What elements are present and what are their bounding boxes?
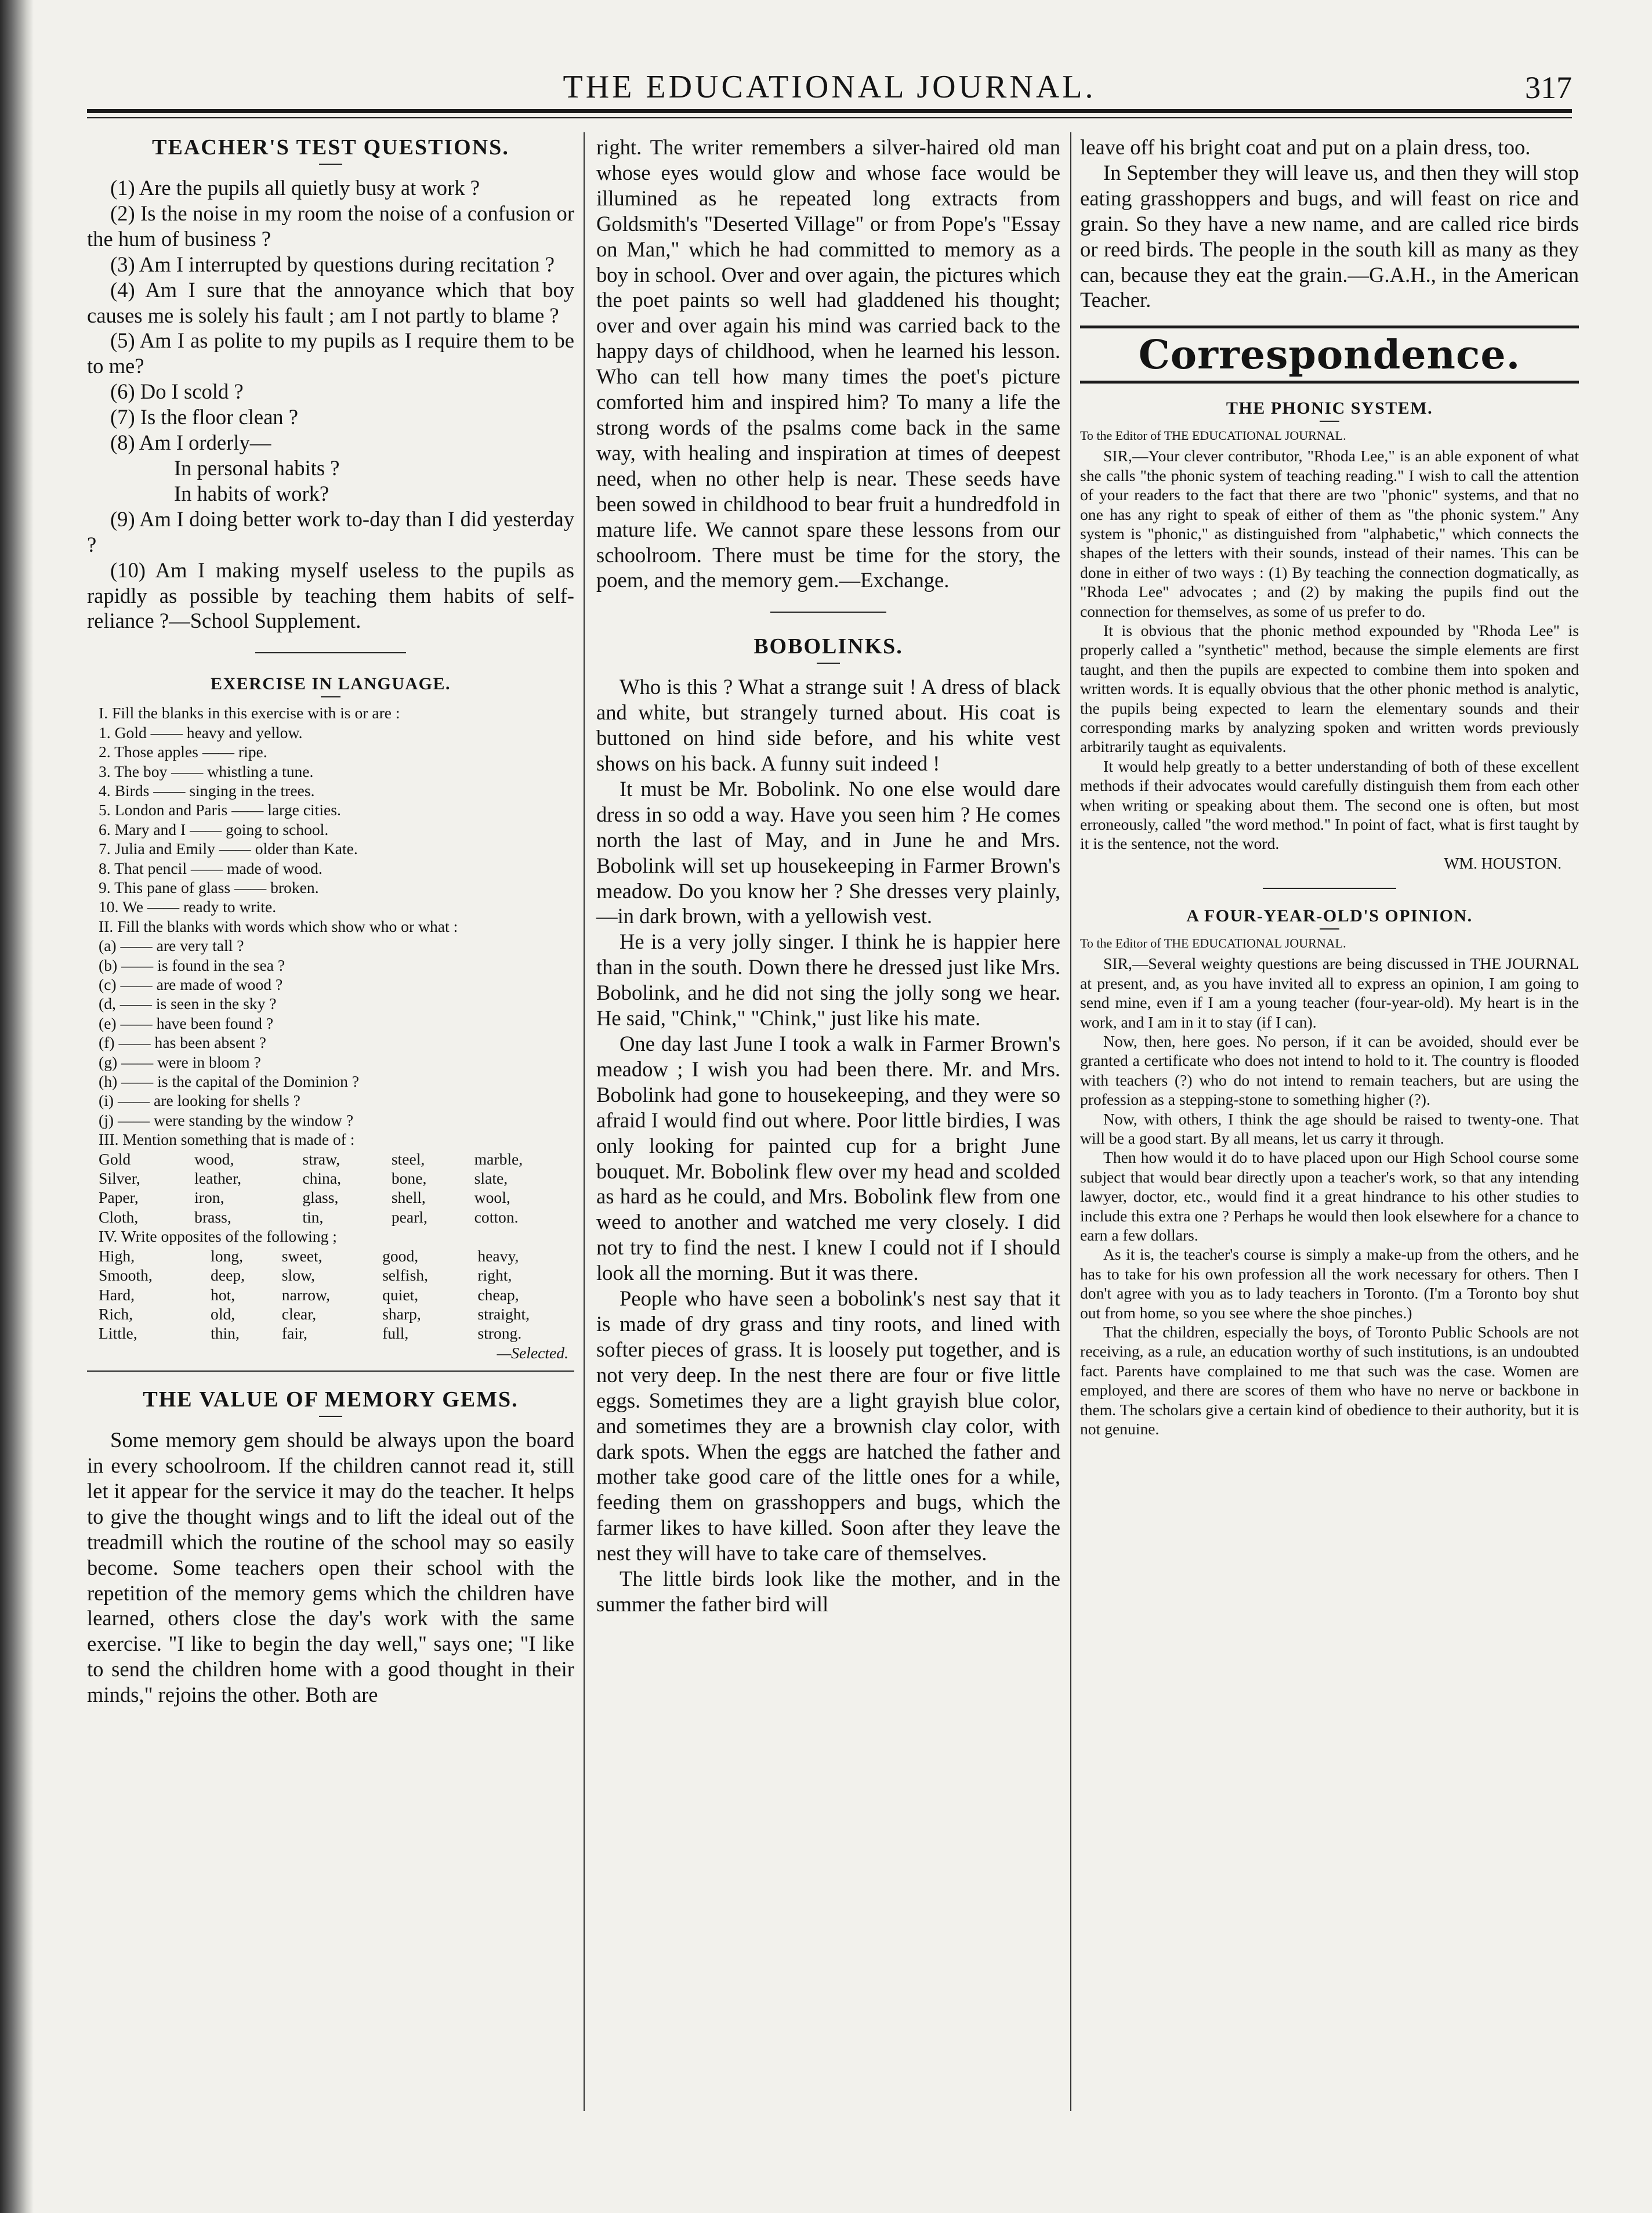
exercise-item: (b) —— is found in the sea ? — [99, 956, 285, 974]
exercise-heading: I. Fill the blanks in this exercise with is or are : — [99, 704, 400, 722]
banner-rule — [1080, 381, 1579, 384]
word-row — [99, 1265, 586, 1285]
question-item: (6) Do I scold ? — [110, 379, 244, 404]
word-cell: wood, — [194, 1149, 234, 1168]
column-divider — [1070, 132, 1071, 2111]
section-rule — [87, 1371, 574, 1372]
word-cell: right, — [477, 1266, 512, 1285]
page-number: 317 — [1525, 70, 1572, 105]
word-cell: Smooth, — [99, 1266, 153, 1285]
word-row — [99, 1207, 586, 1227]
exercise-item: (d, —— is seen in the sky ? — [99, 995, 277, 1013]
exercise-item: 10. We —— ready to write. — [99, 898, 277, 916]
question-item: (1) Are the pupils all quietly busy at work ? — [110, 176, 480, 200]
column-1 — [87, 135, 574, 1708]
word-cell: Little, — [99, 1324, 137, 1343]
author-signature: WM. HOUSTON. — [1444, 854, 1562, 872]
title-dash — [1320, 421, 1339, 422]
section-divider — [255, 652, 406, 653]
word-cell: selfish, — [382, 1266, 429, 1285]
exercise-item: 2. Those apples —— ripe. — [99, 743, 267, 761]
question-item: (2) Is the noise in my room the noise of a confusion or the hum of business ? — [87, 201, 574, 251]
article-credit: —Selected. — [497, 1343, 568, 1362]
article-title: THE PHONIC SYSTEM. — [1226, 399, 1433, 418]
word-row — [99, 1304, 586, 1324]
word-cell: cotton. — [474, 1207, 519, 1226]
page-binding-edge — [0, 0, 34, 2213]
article-paragraph: That the children, especially the boys, of Toronto Public Schools are not receiving, as a rule, an education worthy of such institutions, is an undoubted fact. Parents have complained to me that such was the case. Women are employed, and there are scores of them who have no nerve or backbone in them. The scholars give a certain kind of obedience to their authority, but it is not genuine. — [1080, 1323, 1579, 1438]
word-table — [99, 1246, 586, 1343]
word-row — [99, 1246, 586, 1265]
word-cell: leather, — [194, 1169, 241, 1188]
word-cell: thin, — [211, 1324, 240, 1343]
article-paragraph: It is obvious that the phonic method expounded by "Rhoda Lee" is properly called a "synthetic" method, because the simple elements are first taught, and then the pupils are expected to combine them into spoken and written words. It is equally obvious that the other phonic method is analytic, the pupils being expected to learn the elementary sounds and their corresponding marks by analyzing spoken and written words previously arbitrarily taught as equivalents. — [1080, 621, 1579, 756]
question-item: (7) Is the floor clean ? — [110, 405, 298, 429]
exercise-item: 8. That pencil —— made of wood. — [99, 859, 323, 877]
exercise-heading: III. Mention something that is made of : — [99, 1130, 355, 1149]
article-title: BOBOLINKS. — [753, 634, 903, 659]
word-cell: High, — [99, 1246, 135, 1265]
salutation-line: To the Editor of THE EDUCATIONAL JOURNAL. — [1080, 428, 1346, 443]
page-header — [87, 64, 1572, 110]
column-2 — [596, 135, 1060, 1617]
title-dash — [1320, 928, 1339, 930]
word-row — [99, 1149, 586, 1169]
article-paragraph: right. The writer remembers a silver-haired old man whose eyes would glow and whose face would be illumined as he repeated long extracts from Goldsmith's "Deserted Village" or from Pope's "Essay on Man," which he had committed to memory as a boy in school. Over and over again, the pictures which the poet paints so well had gladdened his thought; over and over again his mind was carried back to the happy days of childhood, when he learned his lesson. Who can tell how many times the poet's picture comforted him and inspired him? To many a life the strong words of the psalms come back in the same way, with healing and inspiration at times of deepest need, when no other help is near. These seeds have been sowed in childhood to bear fruit a hundredfold in mature life. We cannot spare these lessons from our schoolroom. There must be time for the story, the poem, and the memory gem.—Exchange. — [596, 135, 1060, 592]
word-cell: hot, — [211, 1285, 236, 1304]
exercise-item: 6. Mary and I —— going to school. — [99, 820, 329, 838]
question-item: (4) Am I sure that the annoyance which that boy causes me is solely his fault ; am I not partly to blame ? — [87, 277, 574, 327]
article-title: A FOUR-YEAR-OLD'S OPINION. — [1186, 906, 1473, 926]
word-cell: quiet, — [382, 1285, 419, 1304]
title-dash — [321, 696, 340, 697]
correspondence-banner — [1080, 326, 1579, 384]
question-subitem: In personal habits ? — [174, 455, 340, 480]
article-paragraph: Then how would it do to have placed upon our High School course some subject that would bear directly upon a teacher's work, so that any intending lawyer, doctor, etc., would find it a great hindrance to his other studies to include this extra one ? Perhaps he would then look elsewhere for a chance to earn a few dollars. — [1080, 1148, 1579, 1244]
exercise-heading: IV. Write opposites of the following ; — [99, 1227, 337, 1246]
word-cell: deep, — [211, 1266, 245, 1285]
exercise-list — [87, 723, 574, 917]
article-title: THE VALUE OF MEMORY GEMS. — [143, 1387, 519, 1412]
word-cell: bone, — [391, 1169, 427, 1188]
word-cell: Cloth, — [99, 1207, 139, 1226]
exercise-item: (h) —— is the capital of the Dominion ? — [99, 1072, 360, 1091]
article-paragraph: Some memory gem should be always upon the board in every schoolroom. If the children cannot read it, still let it appear for the service it may do the teacher. It helps to give the thought wings and to lift the ideal out of the treadmill which the routine of the school may so easily become. Some teachers open their school with the repetition of the memory gems which the children have learned, others close the day's work with the same exercise. "I like to begin the day well," says one; "I like to send the children home with a good thought in their minds," rejoins the other. Both are — [87, 1428, 574, 1707]
exercise-item: 3. The boy —— whistling a tune. — [99, 762, 314, 780]
title-dash — [319, 1416, 342, 1417]
word-cell: old, — [211, 1304, 236, 1323]
header-rule — [87, 109, 1572, 113]
column-divider — [584, 132, 585, 2111]
article-title: TEACHER'S TEST QUESTIONS. — [152, 135, 509, 160]
question-item: (9) Am I doing better work to-day than I did yesterday ? — [87, 507, 574, 556]
article-paragraph: It must be Mr. Bobolink. No one else would dare dress in so odd a way. Have you seen him ? He comes north the last of May, and in June he and Mrs. Bobolink will set up housekeeping in Farmer Brown's meadow. Do you know her ? She dresses very plainly,—in dark brown, with a yellowish vest. — [596, 776, 1060, 928]
article-paragraph: People who have seen a bobolink's nest say that it is made of dry grass and tiny roots, and lined with softer pieces of grass. It is loosely put together, and is not very deep. In the nest there are four or five little eggs. Sometimes they are a light grayish blue color, and sometimes they are a brownish clay color, with dark spots. When the eggs are hatched the father and mother take good care of the little ones for a while, feeding them on grasshoppers and bugs, which the farmer likes to have killed. Soon after they leave the nest they will have to take care of themselves. — [596, 1286, 1060, 1565]
word-cell: pearl, — [391, 1207, 428, 1226]
word-cell: brass, — [194, 1207, 231, 1226]
word-cell: iron, — [194, 1188, 224, 1207]
exercise-item: 5. London and Paris —— large cities. — [99, 801, 341, 819]
word-cell: good, — [382, 1246, 419, 1265]
header-rule-thin — [87, 117, 1572, 118]
word-cell: shell, — [391, 1188, 426, 1207]
article-paragraph: In September they will leave us, and then they will stop eating grasshoppers and bugs, and will feast on rice and grain. So they have a new name, and are called rice birds or reed birds. The people in the south kill as many as they can, because they eat the grain.—G.A.H., in the American Teacher. — [1080, 160, 1579, 312]
article-paragraph: Now, with others, I think the age should be raised to twenty-one. That will be a good start. By all means, let us carry it through. — [1080, 1109, 1579, 1147]
article-paragraph: leave off his bright coat and put on a plain dress, too. — [1080, 135, 1531, 159]
article-paragraph: It would help greatly to a better understanding of both of these excellent methods if their advocates would carefully distinguish them from each other when writing or speaking about them. The second one is often, but most erroneously, called "the word method." In point of fact, what is first taught by it is the sentence, not the word. — [1080, 757, 1579, 853]
question-item: (10) Am I making myself useless to the pupils as rapidly as possible by teaching them habits of self-reliance ?—School Supplement. — [87, 558, 574, 633]
exercise-item: 9. This pane of glass —— broken. — [99, 878, 319, 896]
word-cell: straight, — [477, 1304, 530, 1323]
word-cell: slate, — [474, 1169, 508, 1188]
section-divider — [1263, 888, 1396, 889]
article-paragraph: Now, then, here goes. No person, if it can be avoided, should ever be granted a certificate who does not intend to hold to it. The country is flooded with teachers (?) who do not intend to remain teachers, but are using the profession as a stepping-stone to something higher (?). — [1080, 1032, 1579, 1109]
exercise-item: (a) —— are very tall ? — [99, 936, 244, 955]
word-cell: Paper, — [99, 1188, 139, 1207]
word-cell: strong. — [477, 1324, 522, 1343]
exercise-item: (j) —— were standing by the window ? — [99, 1111, 354, 1129]
word-cell: glass, — [302, 1188, 339, 1207]
question-subitem: In habits of work? — [174, 481, 329, 505]
title-dash — [817, 663, 840, 664]
word-row — [99, 1324, 586, 1343]
article-paragraph: SIR,—Your clever contributor, "Rhoda Lee," is an able exponent of what she calls "the phonic system of teaching reading." I wish to call the attention of your readers to the fact that there are two "phonic" systems, and that no one has any right to speak of either of them as "the phonic system." Any system is "phonic," as distinguished from "alphabetic," which connects the shapes of the letters with their sounds, instead of their names. This can be done in either of two ways : (1) By teaching the connection dogmatically, as "Rhoda Lee" advocates ; and (2) by making the pupils find out the connection for themselves, as some of us prefer to do. — [1080, 447, 1579, 620]
banner-rule — [1080, 326, 1579, 328]
word-cell: Rich, — [99, 1304, 133, 1323]
word-cell: Gold — [99, 1149, 131, 1168]
exercise-heading: II. Fill the blanks with words which show who or what : — [99, 917, 458, 935]
word-cell: sweet, — [281, 1246, 323, 1265]
title-dash — [319, 164, 342, 165]
question-item: (3) Am I interrupted by questions during recitation ? — [110, 252, 555, 276]
word-cell: slow, — [281, 1266, 316, 1285]
exercise-item: 7. Julia and Emily —— older than Kate. — [99, 840, 358, 858]
question-item: (8) Am I orderly— — [110, 431, 271, 455]
word-row — [99, 1188, 586, 1207]
article-paragraph: One day last June I took a walk in Farmer Brown's meadow ; I wish you had been there. Mr. and Mrs. Bobolink had gone to housekeeping, and they were so afraid I would find out where. Poor little birdies, I was only looking for painted cup for a bright June bouquet. Mr. Bobolink flew over my head and scolded as hard as he could, and Mrs. Bobolink flew from one weed to another and watched me very closely. I did not try to find the nest. I knew I could not if I should look all the morning. But it was there. — [596, 1032, 1060, 1285]
word-cell: heavy, — [477, 1246, 519, 1265]
question-item: (5) Am I as polite to my pupils as I require them to be to me? — [87, 328, 574, 378]
exercise-list — [87, 936, 574, 1130]
word-cell: narrow, — [281, 1285, 331, 1304]
word-cell: full, — [382, 1324, 409, 1343]
article-paragraph: He is a very jolly singer. I think he is happier here than in the south. Down there he dressed just like Mrs. Bobolink, and he did not sing the jolly song we hear. He said, "Chink," "Chink," just like his mate. — [596, 930, 1060, 1030]
word-cell: Silver, — [99, 1169, 140, 1188]
word-cell: fair, — [281, 1324, 307, 1343]
article-paragraph: As it is, the teacher's course is simply a make-up from the others, and he has to take for his own profession all the work necessary for others. Then I don't agree with you as to lady teachers in Toronto. (I'm a Toronto boy shut out from home, so you see where the shoe pinches.) — [1080, 1245, 1579, 1322]
word-cell: sharp, — [382, 1304, 421, 1323]
word-cell: marble, — [474, 1149, 523, 1168]
word-cell: Hard, — [99, 1285, 135, 1304]
article-paragraph: Who is this ? What a strange suit ! A dress of black and white, but strangely turned about. His coat is buttoned on hind side before, and his white vest shows on his back. A funny suit indeed ! — [596, 675, 1060, 776]
word-cell: cheap, — [477, 1285, 519, 1304]
section-title: Correspondence. — [1138, 332, 1521, 379]
exercise-item: (e) —— have been found ? — [99, 1014, 274, 1032]
word-row — [99, 1285, 586, 1304]
journal-title: THE EDUCATIONAL JOURNAL. — [563, 69, 1096, 105]
exercise-item: (i) —— are looking for shells ? — [99, 1091, 300, 1110]
exercise-item: 4. Birds —— singing in the trees. — [99, 781, 315, 800]
word-cell: steel, — [391, 1149, 425, 1168]
word-cell: china, — [302, 1169, 341, 1188]
exercise-item: (c) —— are made of wood ? — [99, 975, 283, 993]
article-title: EXERCISE IN LANGUAGE. — [210, 674, 451, 694]
article-paragraph: SIR,—Several weighty questions are being discussed in THE JOURNAL at present, and, as you have invited all to express an opinion, I am going to send mine, even if I am a young teacher (four-year-old). My heart is in the work, and I am in it to stay (if I can). — [1080, 954, 1579, 1031]
word-cell: clear, — [281, 1304, 317, 1323]
section-divider — [770, 612, 886, 613]
word-cell: long, — [211, 1246, 243, 1265]
exercise-item: (f) —— has been absent ? — [99, 1033, 266, 1052]
word-cell: wool, — [474, 1188, 510, 1207]
exercise-item: 1. Gold —— heavy and yellow. — [99, 723, 303, 742]
question-list — [87, 175, 574, 634]
exercise-item: (g) —— were in bloom ? — [99, 1053, 261, 1071]
article-paragraph: The little birds look like the mother, and in the summer the father bird will — [596, 1567, 1060, 1616]
word-table — [99, 1149, 586, 1227]
salutation-line: To the Editor of THE EDUCATIONAL JOURNAL. — [1080, 936, 1346, 951]
word-row — [99, 1169, 586, 1188]
column-3 — [1080, 135, 1579, 1438]
word-cell: tin, — [302, 1207, 324, 1226]
word-cell: straw, — [302, 1149, 340, 1168]
